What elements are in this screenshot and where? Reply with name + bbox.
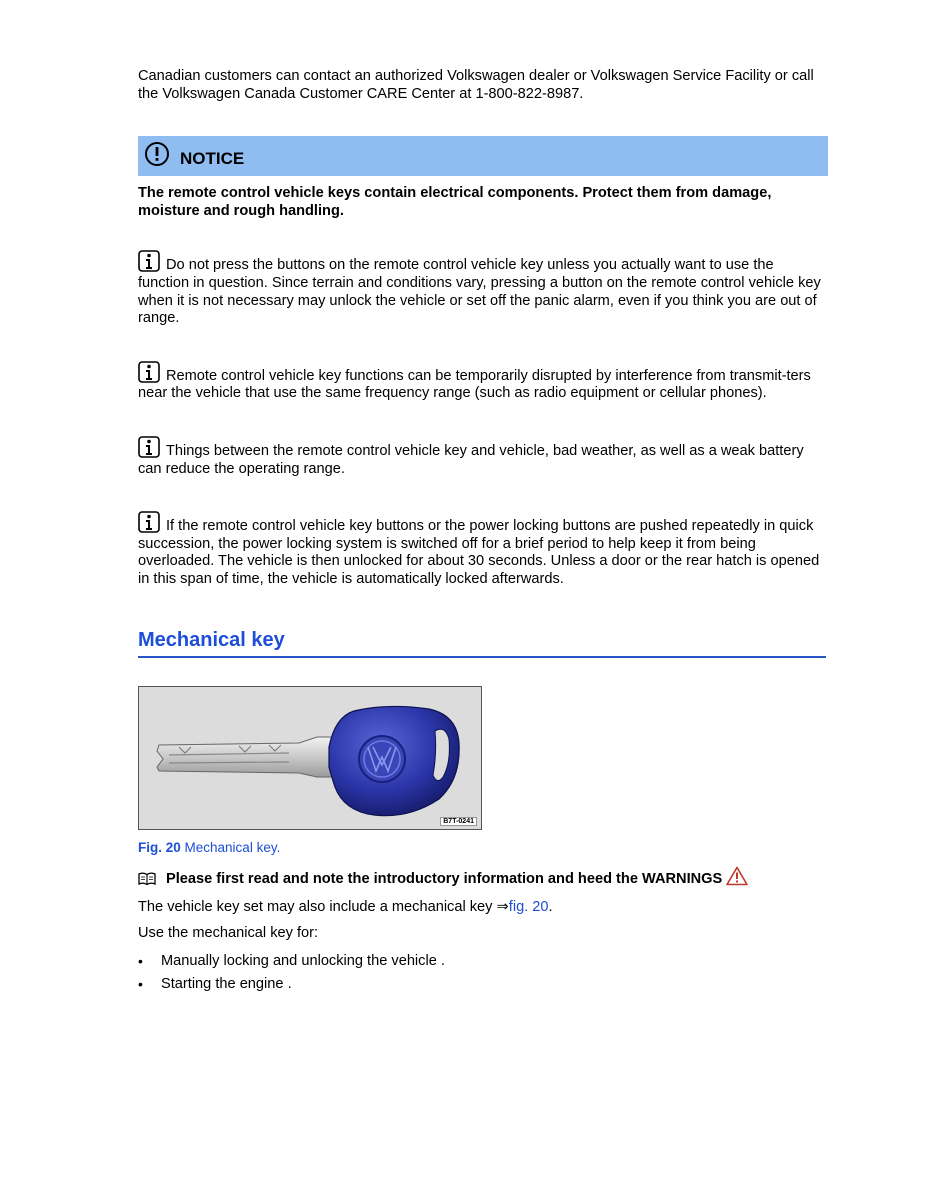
use-list (138, 953, 826, 994)
info-icon (138, 436, 160, 458)
body-paragraph (138, 899, 826, 917)
figure-caption (138, 840, 826, 855)
notice-text: The remote control vehicle keys contain electrical components. Protect them from damage, moisture and rough handling. (138, 185, 772, 219)
intro-paragraph: Canadian customers can contact an authorized Volkswagen dealer or Volkswagen Service Facility or call the Volkswagen Canada Customer CARE Center at 1-800-822-8987. (138, 68, 814, 102)
figure-link[interactable]: fig. 20 (508, 898, 549, 915)
list-item: • Manually locking and unlocking the vehicle . (138, 953, 826, 971)
info-icon (138, 511, 160, 533)
mechanical-key-figure (138, 686, 482, 830)
manual-page (138, 68, 826, 1000)
open-book-icon (138, 872, 156, 886)
info-paragraph (138, 250, 826, 327)
use-intro: Use the mechanical key for: (138, 925, 319, 942)
notice-bar (138, 136, 828, 176)
figure-code: B7T-0241 (440, 817, 477, 826)
section-heading: Mechanical key (138, 629, 826, 658)
info-text: Things between the remote control vehicle key and vehicle, bad weather, as well as a weak battery can reduce the operating range. (138, 442, 804, 477)
info-paragraph (138, 436, 826, 478)
body-text-end: . (548, 898, 553, 915)
warning-triangle-icon (726, 866, 748, 886)
exclamation-circle-icon (144, 141, 170, 167)
info-icon (138, 361, 160, 383)
info-paragraph (138, 361, 826, 403)
figure-caption-text: Mechanical key. (184, 839, 281, 855)
info-text: If the remote control vehicle key buttons or the power locking buttons are pushed repeatedly in quick succession, the power locking system is switched off for a brief period to help keep it from being overloaded. The vehicle is then unlocked for about 30 seconds. Unless a door or the rear hatch is opened in this span of time, the vehicle is automatically locked afterwards. (138, 518, 820, 587)
info-text: Do not press the buttons on the remote control vehicle key unless you actually want to use the function in question. Since terrain and conditions vary, pressing a button on the remote control vehicle key when it is not necessary may unlock the vehicle or set off the panic alarm, even if you think you are out of range. (138, 257, 821, 327)
info-text: Remote control vehicle key functions can be temporarily disrupted by interference from transmit-ters near the vehicle that use the same frequency range (such as radio equipment or cellular phones). (138, 367, 811, 402)
mechanical-key-illustration (139, 687, 481, 829)
figure-caption-label: Fig. 20 (138, 839, 181, 855)
read-note-text: Please first read and note the introductory information and heed the WARNINGS (166, 870, 723, 887)
body-text: The vehicle key set may also include a mechanical key ⇒ (138, 898, 509, 915)
read-note (138, 871, 826, 887)
info-paragraph (138, 511, 826, 588)
list-item: • Starting the engine . (138, 976, 826, 994)
info-icon (138, 250, 160, 272)
notice-title: NOTICE (180, 149, 245, 169)
